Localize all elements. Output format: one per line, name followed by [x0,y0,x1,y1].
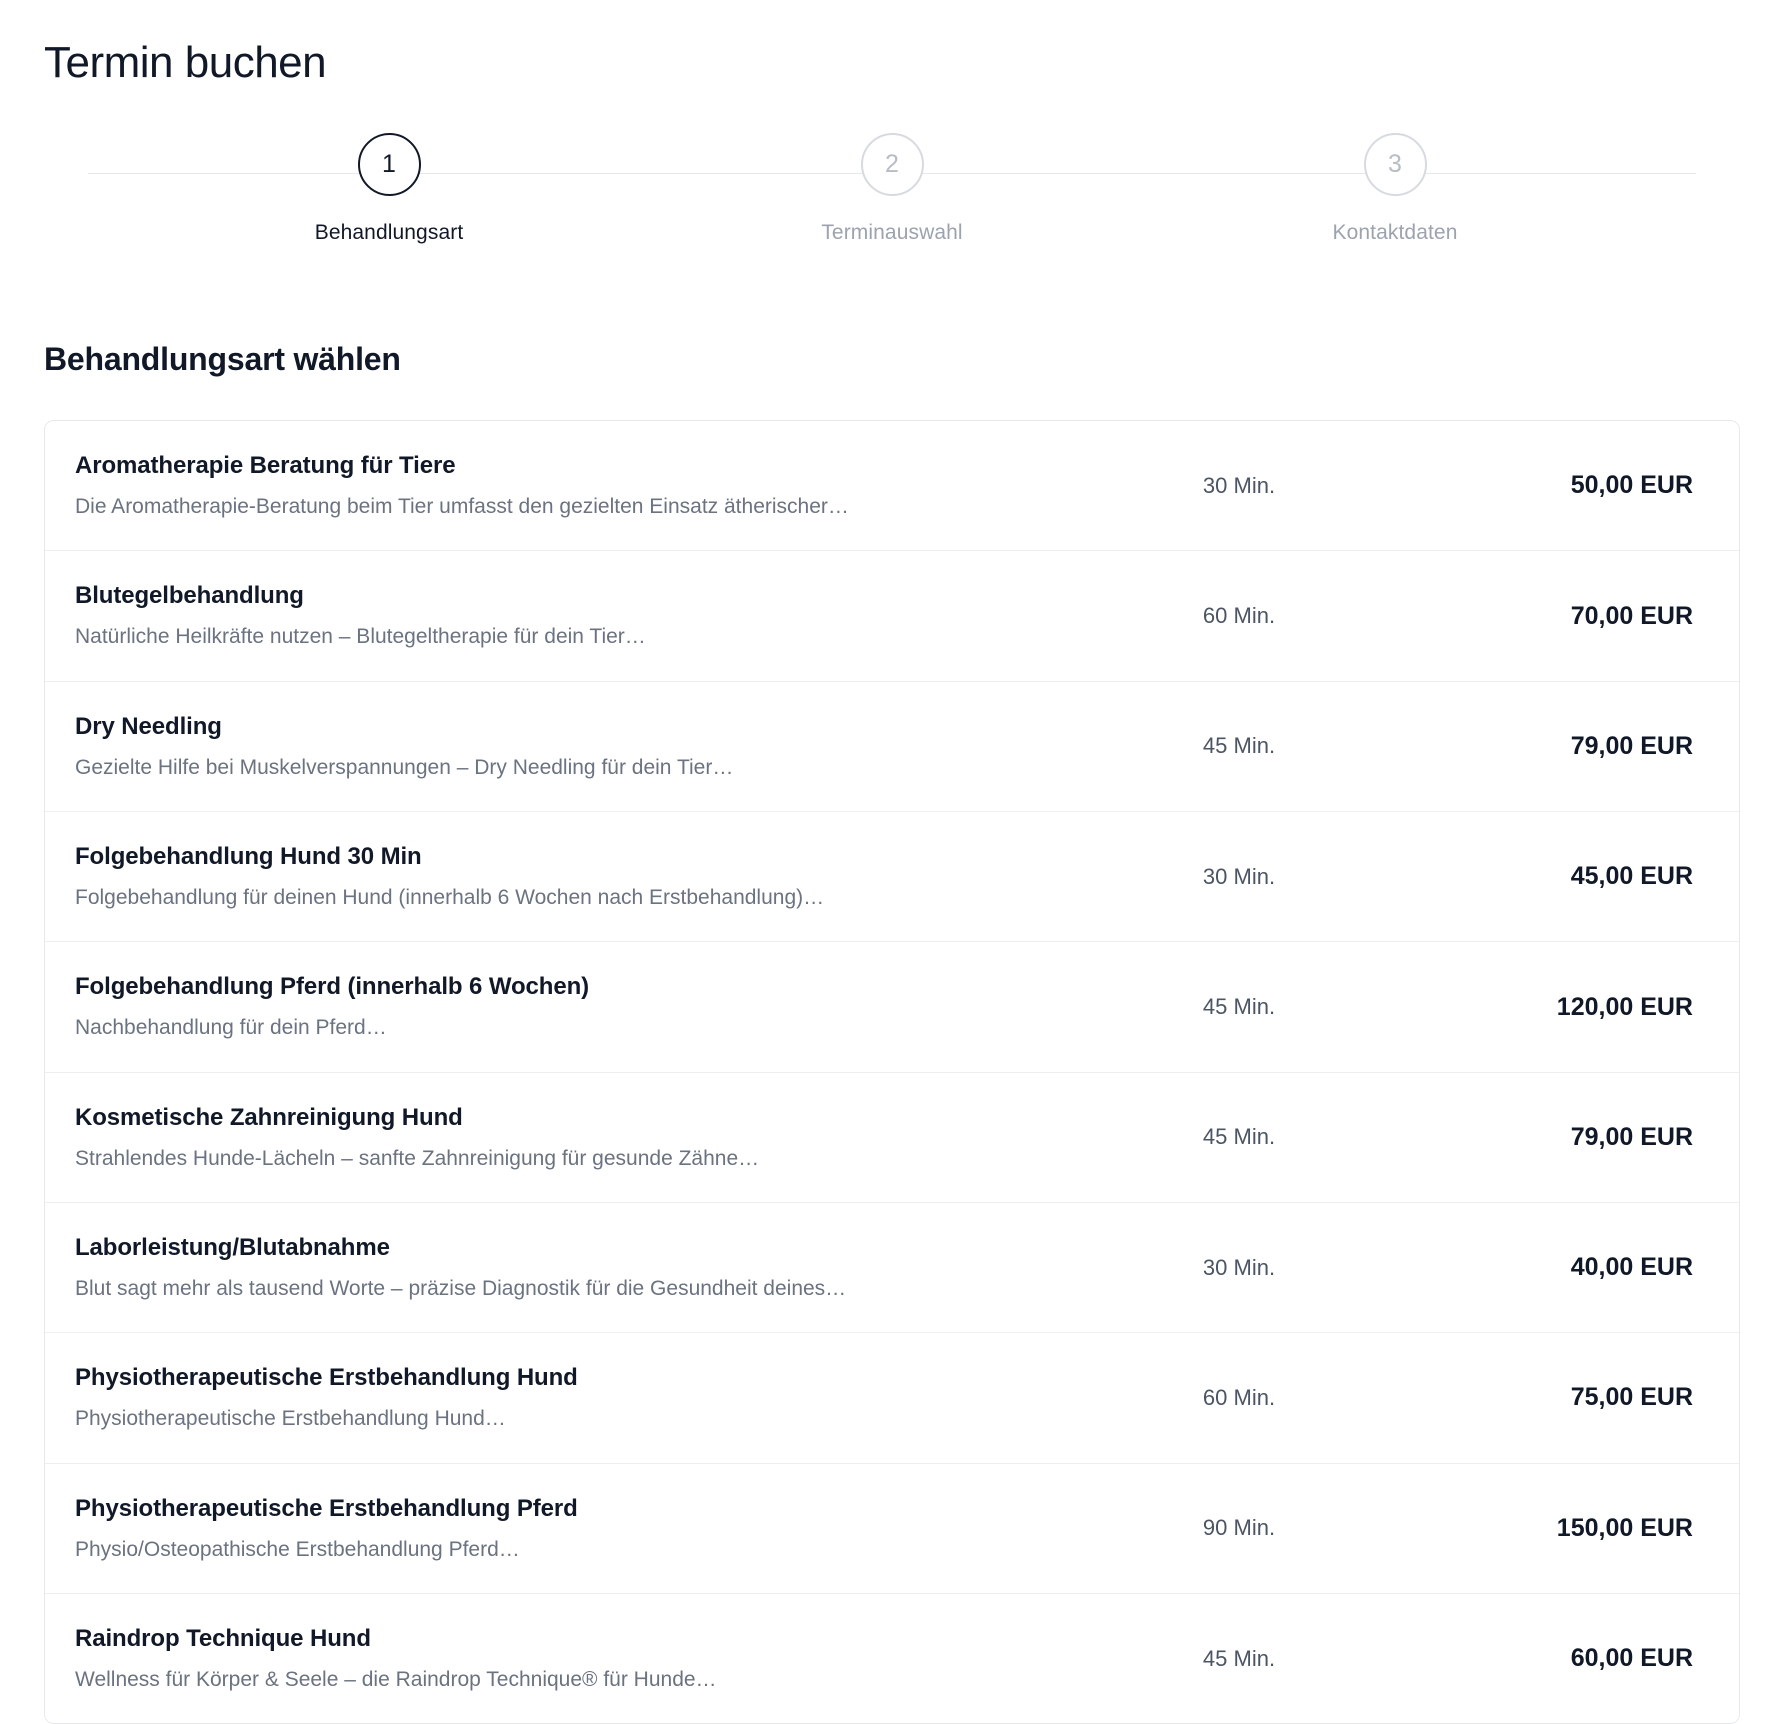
service-name: Blutegelbehandlung [75,582,304,610]
service-name: Raindrop Technique Hund [75,1624,371,1652]
service-duration: 30 Min. [1202,1254,1276,1280]
step-number-circle-2 [861,133,924,196]
service-name: Kosmetische Zahnreinigung Hund [75,1103,463,1131]
service-text-block [75,451,1099,520]
service-description: Physio/Osteopathische Erstbehandlung Pferd… [75,1537,520,1561]
service-duration: 45 Min. [1202,733,1276,759]
service-description: Natürliche Heilkräfte nutzen – Blutegeltherapie für dein Tier… [75,625,646,649]
service-price: 120,00 EUR [1556,992,1693,1021]
step-number-circle-1 [358,133,421,196]
service-text-block [75,842,1099,911]
service-name: Physiotherapeutische Erstbehandlung Hund [75,1364,578,1392]
step-label-1: Behandlungsart [314,221,464,245]
booking-stepper [44,133,1740,263]
step-number-2: 2 [885,150,899,179]
service-duration: 60 Min. [1202,1384,1276,1410]
service-description: Nachbehandlung für dein Pferd… [75,1016,387,1040]
service-price: 150,00 EUR [1556,1513,1693,1542]
list-item[interactable] [45,1594,1739,1723]
service-price: 70,00 EUR [1570,601,1693,630]
list-item[interactable] [45,1333,1739,1463]
stepper-steps [44,133,1740,245]
service-duration: 45 Min. [1202,1124,1276,1150]
service-description: Die Aromatherapie-Beratung beim Tier umfasst den gezielten Einsatz ätherischer… [75,495,849,519]
service-description: Folgebehandlung für deinen Hund (innerhalb 6 Wochen nach Erstbehandlung)… [75,886,825,910]
service-text-block [75,1494,1099,1563]
service-price: 75,00 EUR [1570,1383,1693,1412]
service-text-block [75,972,1099,1041]
step-label-3: Kontaktdaten [1332,221,1458,245]
stepper-step-behandlungsart[interactable] [239,133,539,245]
service-price: 79,00 EUR [1570,1122,1693,1151]
service-price: 40,00 EUR [1570,1253,1693,1282]
step-number-1: 1 [382,150,396,179]
step-number-circle-3 [1364,133,1427,196]
step-label-2: Terminauswahl [821,221,963,245]
service-description: Physiotherapeutische Erstbehandlung Hund… [75,1407,506,1431]
service-price: 79,00 EUR [1570,731,1693,760]
service-name: Folgebehandlung Pferd (innerhalb 6 Wochen) [75,973,590,1001]
service-text-block [75,1233,1099,1302]
service-name: Physiotherapeutische Erstbehandlung Pferd [75,1494,578,1522]
step-number-3: 3 [1388,150,1402,179]
service-duration: 45 Min. [1202,994,1276,1020]
service-text-block [75,1363,1099,1432]
service-duration: 30 Min. [1202,472,1276,498]
service-description: Gezielte Hilfe bei Muskelverspannungen – Dry Needling für dein Tier… [75,755,734,779]
service-duration: 30 Min. [1202,863,1276,889]
service-description: Strahlendes Hunde-Lächeln – sanfte Zahnreinigung für gesunde Zähne… [75,1146,760,1170]
list-item[interactable] [45,812,1739,942]
service-duration: 60 Min. [1202,603,1276,629]
service-name: Dry Needling [75,712,222,740]
list-item[interactable] [45,1073,1739,1203]
service-list [44,420,1740,1724]
service-description: Blut sagt mehr als tausend Worte – präzise Diagnostik für die Gesundheit deines… [75,1276,847,1300]
service-price: 50,00 EUR [1570,471,1693,500]
section-title: Behandlungsart wählen [44,341,401,378]
list-item[interactable] [45,551,1739,681]
service-duration: 90 Min. [1202,1515,1276,1541]
page-title: Termin buchen [44,38,327,87]
service-name: Folgebehandlung Hund 30 Min [75,843,422,871]
service-text-block [75,1624,1099,1693]
service-price: 45,00 EUR [1570,862,1693,891]
list-item[interactable] [45,421,1739,551]
service-price: 60,00 EUR [1570,1644,1693,1672]
service-name: Laborleistung/Blutabnahme [75,1233,390,1261]
stepper-step-terminauswahl[interactable] [742,133,1042,245]
service-name: Aromatherapie Beratung für Tiere [75,452,456,480]
service-text-block [75,581,1099,650]
service-text-block [75,1103,1099,1172]
list-item[interactable] [45,682,1739,812]
list-item[interactable] [45,942,1739,1072]
service-duration: 45 Min. [1202,1645,1276,1671]
list-item[interactable] [45,1203,1739,1333]
stepper-step-kontaktdaten[interactable] [1245,133,1545,245]
list-item[interactable] [45,1464,1739,1594]
service-text-block [75,712,1099,781]
service-description: Wellness für Körper & Seele – die Raindrop Technique® für Hunde… [75,1667,717,1691]
